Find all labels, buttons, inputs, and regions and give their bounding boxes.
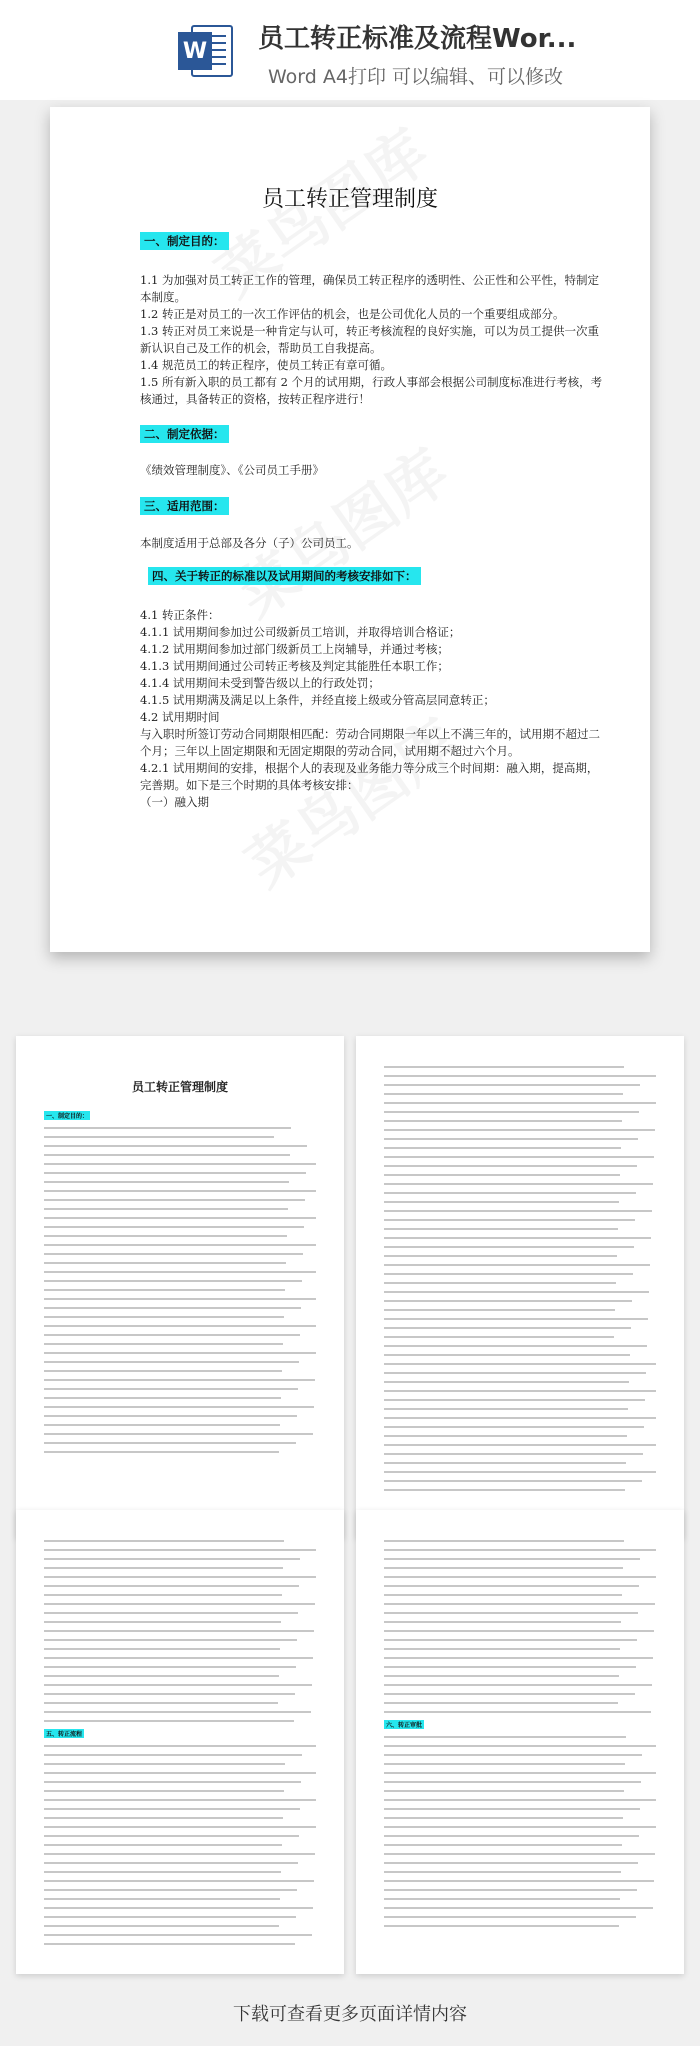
thumb-text-line: [44, 1934, 312, 1936]
thumb-text-line: [384, 1736, 626, 1738]
thumb-text-line: [384, 1399, 645, 1401]
thumb-text-line: [44, 1181, 289, 1183]
thumb-text-line: [384, 1630, 654, 1632]
thumb-text-line: [44, 1244, 316, 1246]
thumb-text-line: [44, 1298, 316, 1300]
thumb-text-line: [384, 1372, 646, 1374]
thumb-text-line: [44, 1853, 315, 1855]
thumb-text-line: [384, 1675, 619, 1677]
page-thumbnail-2[interactable]: [356, 1036, 684, 1538]
thumb-text-line: [44, 1666, 296, 1668]
thumb-text-line: [384, 1745, 656, 1747]
thumb-text-line: [384, 1489, 625, 1491]
paragraph-line: 1.4 规范员工的转正程序，使员工转正有章可循。: [140, 358, 392, 372]
thumb-text-line: [384, 1192, 636, 1194]
paragraph-line: 4.1.4 试用期间未受到警告级以上的行政处罚；: [140, 676, 380, 690]
paragraph-line: 4.1.1 试用期间参加过公司级新员工培训，并取得培训合格证；: [140, 625, 461, 639]
thumb-text-line: [44, 1772, 316, 1774]
thumb-text-line: [384, 1763, 625, 1765]
paragraph-line: 1.2 转正是对员工的一次工作评估的机会，也是公司优化人员的一个重要组成部分。: [140, 307, 565, 321]
thumb-text-line: [44, 1621, 281, 1623]
thumb-text-line: [44, 1127, 291, 1129]
thumb-text-line: [44, 1325, 316, 1327]
thumb-text-line: [384, 1549, 656, 1551]
thumb-text-line: [384, 1540, 624, 1542]
thumb-text-line: [44, 1639, 297, 1641]
thumb-text-line: [384, 1684, 652, 1686]
thumb-text-line: [44, 1136, 274, 1138]
thumb-text-line: [384, 1444, 656, 1446]
thumb-text-line: [44, 1307, 301, 1309]
thumb-text-line: [384, 1594, 622, 1596]
footer-note[interactable]: 下载可查看更多页面详情内容: [233, 2004, 467, 2025]
thumb-section-heading: 一、制定目的：: [46, 1113, 89, 1120]
thumb-text-line: [44, 1745, 316, 1747]
thumb-text-line: [384, 1084, 640, 1086]
thumb-text-line: [44, 1190, 316, 1192]
thumb-text-line: [44, 1754, 302, 1756]
thumb-text-line: [384, 1648, 620, 1650]
paragraph-line: 完善期。如下是三个时期的具体考核安排：: [140, 778, 359, 792]
thumb-text-line: [384, 1426, 644, 1428]
thumb-text-line: [44, 1808, 300, 1810]
thumb-text-line: [384, 1093, 623, 1095]
thumb-text-line: [384, 1453, 643, 1455]
thumb-text-line: [384, 1129, 655, 1131]
thumb-text-line: [44, 1675, 279, 1677]
thumb-text-line: [44, 1549, 316, 1551]
thumb-text-line: [384, 1480, 642, 1482]
thumb-text-line: [384, 1871, 621, 1873]
thumb-text-line: [44, 1370, 282, 1372]
thumb-text-line: [384, 1844, 622, 1846]
thumb-text-line: [384, 1567, 623, 1569]
thumb-text-line: [384, 1156, 654, 1158]
thumb-text-line: [384, 1273, 633, 1275]
paragraph-line: 核通过，具备转正的资格，按转正程序进行！: [140, 392, 370, 406]
thumb-text-line: [384, 1354, 630, 1356]
thumb-text-line: [44, 1648, 280, 1650]
thumb-text-line: [384, 1711, 651, 1713]
thumb-text-line: [44, 1835, 299, 1837]
page-preview-main: [50, 107, 650, 952]
thumb-text-line: [44, 1630, 314, 1632]
thumb-text-line: [384, 1219, 635, 1221]
thumb-text-line: [44, 1799, 316, 1801]
thumb-text-line: [44, 1352, 316, 1354]
thumb-text-line: [384, 1639, 637, 1641]
thumb-text-line: [44, 1415, 297, 1417]
thumb-text-line: [384, 1165, 637, 1167]
thumb-text-line: [384, 1381, 629, 1383]
thumb-text-line: [44, 1316, 284, 1318]
thumb-text-line: [44, 1898, 280, 1900]
thumb-text-line: [384, 1666, 636, 1668]
paragraph-line: 本制度。: [140, 290, 186, 304]
thumb-text-line: [384, 1111, 639, 1113]
paragraph-line: 1.5 所有新入职的员工都有 2 个月的试用期，行政人事部会根据公司制度标准进行考核，考: [140, 375, 603, 389]
thumb-text-line: [44, 1172, 306, 1174]
thumb-text-line: [44, 1862, 298, 1864]
page-thumbnail-3[interactable]: [16, 1510, 344, 1974]
thumb-title: 员工转正管理制度: [131, 1080, 228, 1094]
paragraph-line: 新认识自己及工作的机会，帮助员工自我提高。: [140, 341, 382, 355]
thumb-text-line: [384, 1282, 616, 1284]
thumb-text-line: [44, 1781, 301, 1783]
thumb-text-line: [44, 1657, 313, 1659]
thumb-text-line: [384, 1603, 655, 1605]
thumb-text-line: [384, 1309, 615, 1311]
thumb-text-line: [384, 1790, 624, 1792]
thumb-text-line: [44, 1253, 303, 1255]
thumb-text-line: [44, 1361, 299, 1363]
thumb-text-line: [384, 1237, 651, 1239]
thumb-text-line: [44, 1907, 313, 1909]
thumb-text-line: [384, 1808, 640, 1810]
thumb-text-line: [44, 1199, 305, 1201]
thumb-text-line: [44, 1226, 304, 1228]
paragraph-line: 4.2 试用期时间: [140, 710, 220, 724]
page-thumbnail-1[interactable]: [16, 1036, 344, 1538]
thumb-text-line: [384, 1925, 619, 1927]
thumb-text-line: [384, 1228, 618, 1230]
thumb-text-line: [384, 1075, 656, 1077]
paragraph-line: 本制度适用于总部及各分（子）公司员工。: [140, 536, 359, 550]
thumb-text-line: [384, 1576, 656, 1578]
document-title[interactable]: 员工转正标准及流程Wor...: [258, 24, 577, 54]
thumb-text-line: [44, 1379, 315, 1381]
thumb-text-line: [384, 1889, 637, 1891]
thumb-text-line: [384, 1174, 620, 1176]
thumb-text-line: [384, 1390, 656, 1392]
header: [0, 0, 700, 100]
thumb-text-line: [384, 1246, 634, 1248]
thumb-text-line: [384, 1066, 624, 1068]
thumb-text-line: [44, 1594, 282, 1596]
thumb-text-line: [384, 1702, 618, 1704]
thumb-text-line: [44, 1567, 283, 1569]
page-thumbnail-4[interactable]: [356, 1510, 684, 1974]
paragraph-line: 4.2.1 试用期间的安排，根据个人的表现及业务能力等分成三个时间期：融入期，提高期，: [140, 761, 599, 775]
thumb-text-line: [44, 1871, 281, 1873]
thumb-text-line: [384, 1318, 648, 1320]
thumb-text-line: [384, 1916, 636, 1918]
thumb-text-line: [384, 1471, 656, 1473]
thumb-text-line: [44, 1163, 316, 1165]
thumb-text-line: [384, 1898, 620, 1900]
thumb-text-line: [384, 1417, 656, 1419]
thumb-text-line: [44, 1702, 278, 1704]
doc-title: 员工转正管理制度: [261, 187, 438, 212]
thumb-text-line: [44, 1826, 316, 1828]
thumb-text-line: [44, 1280, 302, 1282]
thumb-text-line: [44, 1880, 314, 1882]
thumb-text-line: [44, 1334, 300, 1336]
thumb-text-line: [44, 1424, 280, 1426]
thumb-text-line: [44, 1271, 316, 1273]
paragraph-line: 个月；三年以上固定期限和无固定期限的劳动合同，试用期不超过六个月。: [140, 744, 520, 758]
thumb-text-line: [44, 1943, 295, 1945]
thumb-text-line: [384, 1907, 653, 1909]
thumb-text-line: [384, 1558, 640, 1560]
thumb-text-line: [44, 1208, 288, 1210]
section-heading: 二、制定依据：: [140, 425, 229, 443]
thumb-text-line: [384, 1255, 617, 1257]
thumb-text-line: [44, 1925, 279, 1927]
thumb-text-line: [44, 1262, 286, 1264]
thumb-text-line: [44, 1558, 300, 1560]
thumb-text-line: [384, 1781, 641, 1783]
paragraph-line: 1.3 转正对员工来说是一种肯定与认可，转正考核流程的良好实施，可以为员工提供一次重: [140, 324, 599, 338]
thumb-text-line: [44, 1603, 315, 1605]
thumb-text-line: [44, 1684, 312, 1686]
thumb-text-line: [384, 1826, 656, 1828]
thumb-text-line: [384, 1835, 639, 1837]
thumb-text-line: [384, 1201, 619, 1203]
thumb-text-line: [384, 1300, 632, 1302]
paragraph-line: 4.1 转正条件：: [140, 608, 220, 622]
thumb-text-line: [384, 1799, 656, 1801]
thumb-text-line: [384, 1102, 656, 1104]
thumb-text-line: [44, 1235, 287, 1237]
thumb-text-line: [384, 1120, 622, 1122]
thumb-text-line: [44, 1817, 283, 1819]
paragraph-line: 《绩效管理制度》、《公司员工手册》: [140, 463, 324, 477]
thumb-text-line: [384, 1693, 635, 1695]
thumb-text-line: [44, 1406, 314, 1408]
section-heading: 一、制定目的：: [140, 232, 229, 250]
thumb-text-line: [384, 1817, 623, 1819]
thumb-text-line: [384, 1435, 627, 1437]
paragraph-line: 1.1 为加强对员工转正工作的管理，确保员工转正程序的透明性、公正性和公平性，特制定: [140, 273, 599, 287]
paragraph-line: 4.1.3 试用期间通过公司转正考核及判定其能胜任本职工作；: [140, 659, 449, 673]
thumb-text-line: [384, 1264, 650, 1266]
thumb-text-line: [44, 1397, 281, 1399]
word-doc-icon: [174, 20, 236, 82]
thumb-text-line: [384, 1336, 614, 1338]
thumb-text-line: [384, 1345, 647, 1347]
thumb-text-line: [384, 1612, 638, 1614]
thumb-text-line: [384, 1462, 626, 1464]
thumb-text-line: [44, 1844, 282, 1846]
thumb-section-heading: 六、转正审批: [386, 1722, 423, 1729]
paragraph-line: 4.1.5 试用期满及满足以上条件，并经直接上级或分管高层同意转正；: [140, 693, 495, 707]
paragraph-line: （一）融入期: [140, 795, 209, 809]
thumb-text-line: [44, 1889, 297, 1891]
thumb-text-line: [384, 1291, 649, 1293]
thumb-text-line: [44, 1763, 285, 1765]
thumb-text-line: [384, 1183, 653, 1185]
thumb-text-line: [384, 1138, 638, 1140]
thumb-text-line: [44, 1388, 298, 1390]
section-heading: 四、关于转正的标准以及试用期间的考核安排如下：: [148, 567, 421, 585]
thumb-text-line: [384, 1210, 652, 1212]
thumb-text-line: [44, 1154, 290, 1156]
thumb-text-line: [384, 1327, 631, 1329]
thumb-text-line: [44, 1711, 311, 1713]
thumb-text-line: [384, 1408, 628, 1410]
thumb-text-line: [44, 1540, 284, 1542]
thumb-text-line: [44, 1916, 296, 1918]
document-subtitle: Word A4打印 可以编辑、可以修改: [268, 66, 564, 88]
thumb-text-line: [44, 1433, 313, 1435]
thumb-text-line: [384, 1621, 621, 1623]
thumb-text-line: [44, 1585, 299, 1587]
thumb-text-line: [44, 1442, 296, 1444]
thumb-text-line: [44, 1576, 316, 1578]
thumb-text-line: [44, 1693, 295, 1695]
thumb-text-line: [44, 1720, 294, 1722]
thumb-text-line: [44, 1289, 285, 1291]
watermark: [217, 426, 463, 634]
thumb-text-line: [384, 1880, 654, 1882]
thumb-text-line: [44, 1145, 307, 1147]
thumb-text-line: [384, 1772, 656, 1774]
thumb-text-line: [384, 1657, 653, 1659]
thumb-text-line: [44, 1217, 316, 1219]
thumb-section-heading: 五、转正流程: [46, 1731, 83, 1738]
section-heading: 三、适用范围：: [140, 497, 229, 515]
thumb-text-line: [384, 1147, 621, 1149]
thumb-text-line: [44, 1612, 298, 1614]
thumb-text-line: [384, 1363, 656, 1365]
thumb-text-line: [384, 1853, 655, 1855]
thumb-text-line: [44, 1343, 283, 1345]
paragraph-line: 4.1.2 试用期间参加过部门级新员工上岗辅导，并通过考核；: [140, 642, 449, 656]
thumb-text-line: [44, 1790, 284, 1792]
thumb-text-line: [44, 1451, 279, 1453]
thumb-text-line: [384, 1754, 642, 1756]
paragraph-line: 与入职时所签订劳动合同期限相匹配：劳动合同期限一年以上不满三年的，试用期不超过二: [140, 727, 600, 741]
svg-text:W: W: [182, 39, 208, 64]
thumb-text-line: [384, 1585, 639, 1587]
thumb-text-line: [384, 1862, 638, 1864]
